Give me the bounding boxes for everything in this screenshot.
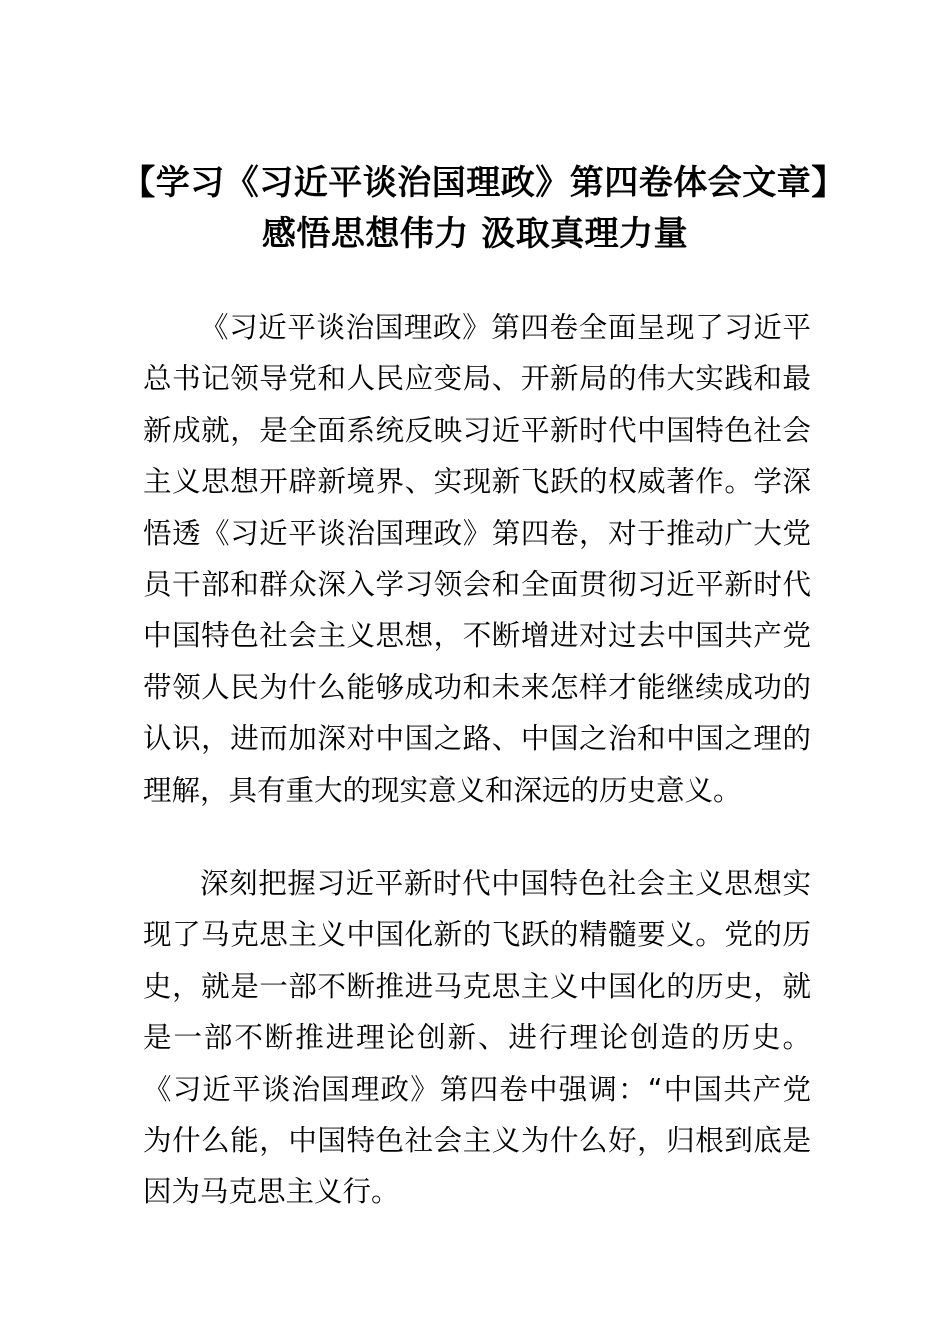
body-paragraph-2: 深刻把握习近平新时代中国特色社会主义思想实现了马克思主义中国化新的飞跃的精髓要义。党的历史，就是一部不断推进马克思主义中国化的历史，就是一部不断推进理论创新、进行理论创造的历史。《习近平谈治国理政》第四卷中强调：“中国共产党为什么能，中国特色社会主义为什么好，归根到底是因为马克思主义行。	[143, 867, 811, 1209]
body-paragraph-1: 《习近平谈治国理政》第四卷全面呈现了习近平总书记领导党和人民应变局、开新局的伟大实践和最新成就，是全面系统反映习近平新时代中国特色社会主义思想开辟新境界、实现新飞跃的权威著作。学深悟透《习近平谈治国理政》第四卷，对于推动广大党员干部和群众深入学习领会和全面贯彻习近平新时代中国特色社会主义思想，不断增进对过去中国共产党带领人民为什么能够成功和未来怎样才能继续成功的认识，进而加深对中国之路、中国之治和中国之理的理解，具有重大的现实意义和深远的历史意义。	[143, 311, 811, 807]
document-title: 【学习《习近平谈治国理政》第四卷体会文章】感悟思想伟力 汲取真理力量	[121, 163, 829, 254]
